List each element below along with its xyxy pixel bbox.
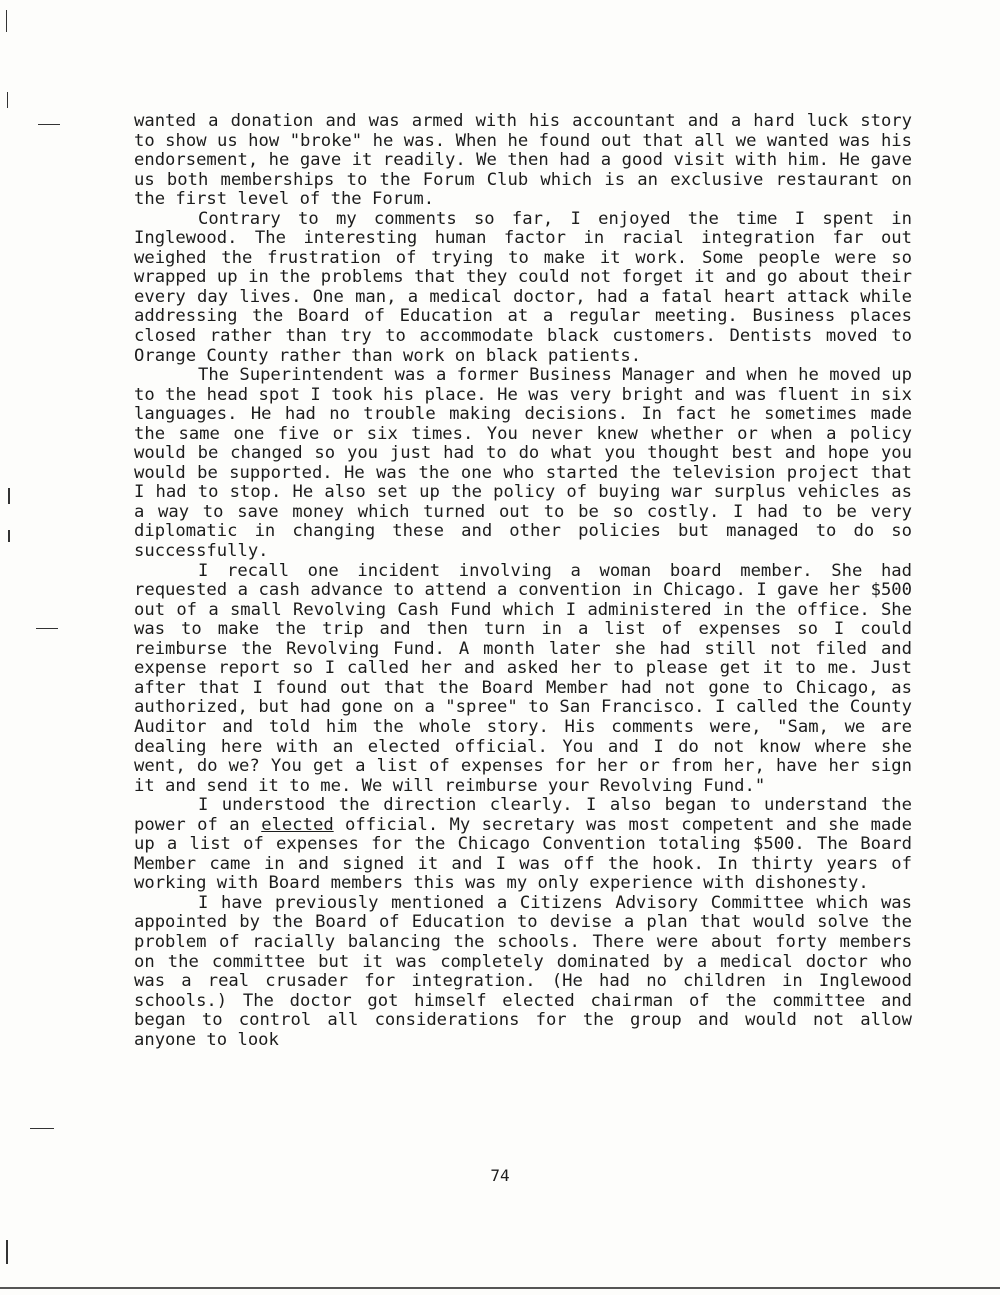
- scan-edge-line: [0, 1287, 1000, 1289]
- body-text: [134, 112, 912, 1050]
- paragraph-2: Contrary to my comments so far, I enjoyed the time I spent in Inglewood. The interesting human factor in racial integration far out weighed the frustration of trying to make it work. Some people were so wrapped up in the problems that they could not forget it and go about their every day lives. One man, a medical doctor, had a fatal heart attack while addressing the Board of Education at a regular meeting. Business places closed rather than try to accommodate black customers. Dentists moved to Orange County rather than work on black patients.: [134, 208, 912, 366]
- scan-mark: [38, 124, 60, 125]
- paragraph-6: I have previously mentioned a Citizens Advisory Committee which was appointed by the Board of Education to devise a plan that would solve the problem of racially balancing the schools. There were about forty members on the committee but it was completely dominated by a medical doctor who was a real crusader for integration. (He had no children in Inglewood schools.) The doctor got himself elected chairman of the committee and began to control all considerations for the group and would not allow anyone to look: [134, 892, 912, 1050]
- scan-mark: [6, 10, 7, 32]
- paragraph-4: I recall one incident involving a woman board member. She had requested a cash advance to attend a convention in Chicago. I gave her $500 out of a small Revolving Cash Fund which I administered in the office. She was to make the trip and then turn in a list of expenses so I could reimburse the Revolving Fund. A month later she had still not filed and expense report so I called her and asked her to please get it to me. Just after that I found out that the Board Member had not gone to Chicago, as authorized, but had gone on a "spree" to San Francisco. I called the County Auditor and told him the whole story. His comments were, "Sam, we are dealing here with an elected official. You and I do not know where she went, do we? You get a list of expenses for her or from her, have her sign it and send it to me. We will reimburse your Revolving Fund.": [134, 560, 912, 796]
- paragraph-5-text-b: official. My secretary was most competent and she made up a list of expenses for the Chicago Convention totaling $500. The Board Member came in and signed it and I was off the hook. In thirty years of working with Board members this was my only experience with dishonesty.: [134, 814, 912, 894]
- scan-mark: [36, 628, 58, 629]
- scan-mark: [6, 1240, 8, 1264]
- paragraph-1: wanted a donation and was armed with his accountant and a hard luck story to show us how "broke" he was. When he found out that all we wanted was his endorsement, he gave it readily. We then had a good visit with him. He gave us both memberships to the Forum Club which is an exclusive restaurant on the first level of the Forum.: [134, 111, 912, 210]
- paragraph-5: [134, 796, 912, 894]
- paragraph-3: The Superintendent was a former Business Manager and when he moved up to the head spot I took his place. He was very bright and was fluent in six languages. He had no trouble making decisions. In fact he sometimes made the same one five or six times. You never knew whether or when a policy would be changed so you just had to do what you thought best and hope you would be supported. He was the one who started the television project that I had to stop. He also set up the policy of buying war surplus vehicles as a way to save money which turned out to be so costly. I had to be very diplomatic in changing these and other policies but managed to do so successfully.: [134, 365, 912, 562]
- page-number: 74: [490, 1166, 510, 1185]
- scan-mark: [30, 1128, 54, 1129]
- underlined-word: elected: [261, 814, 334, 835]
- scan-mark: [8, 530, 10, 542]
- paragraph-5-text-a: I understood the direction clearly. I also began to understand the power of an: [134, 795, 912, 835]
- scan-mark: [8, 488, 10, 504]
- scan-mark: [7, 92, 8, 108]
